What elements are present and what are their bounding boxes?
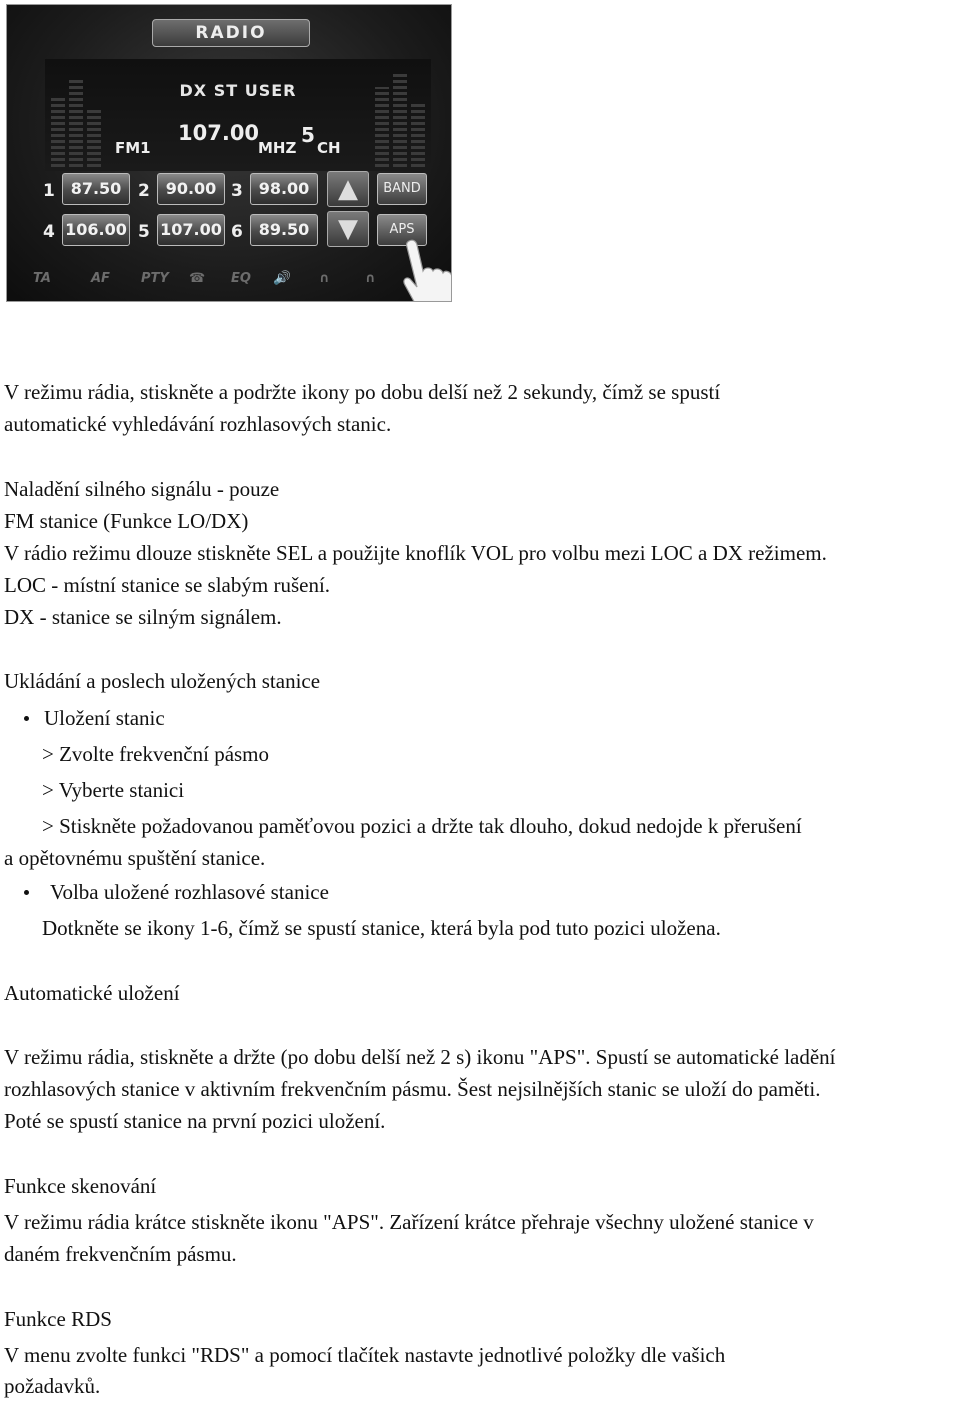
preset-number: 3 [231, 181, 243, 201]
arrow-up-icon: ▲ [338, 174, 358, 204]
preset-button-6[interactable]: 89.50 [250, 214, 318, 246]
radio-display [45, 59, 431, 171]
auto-line-1: V režimu rádia, stiskněte a držte (po dobu delší než 2 s) ikonu "APS". Spustí se automatické ladění [4, 1045, 836, 1069]
frequency-readout [45, 119, 431, 159]
channel-number: 5 [301, 123, 315, 147]
headset-icon[interactable]: ∩ [365, 271, 376, 286]
af-button[interactable]: AF [91, 271, 110, 286]
loc-line-1: Naladění silného signálu - pouze [4, 477, 280, 501]
pointing-hand-icon [397, 237, 452, 302]
ta-button[interactable]: TA [33, 271, 51, 286]
channel-label: CH [317, 139, 341, 157]
save-step-3: > Stiskněte požadovanou paměťovou pozici a držte tak dlouho, dokud nedojde k přerušení [42, 814, 802, 838]
preset-button-5[interactable]: 107.00 [157, 214, 225, 246]
aps-button[interactable]: APS [377, 214, 427, 246]
loc-line-2: FM stanice (Funkce LO/DX) [4, 509, 249, 533]
volume-icon[interactable]: 🔊 [273, 271, 290, 286]
rds-section-title: Funkce RDS [4, 1307, 112, 1331]
preset-button-2[interactable]: 90.00 [157, 173, 225, 205]
rds-line-1: V menu zvolte funkci "RDS" a pomocí tlačítek nastavte jednotlivé položky dle vašich [4, 1343, 726, 1367]
pty-button[interactable]: PTY [141, 271, 169, 286]
loc-line-3: V rádio režimu dlouze stiskněte SEL a použijte knoflík VOL pro volbu mezi LOC a DX režimem. [4, 541, 827, 565]
scan-section-title: Funkce skenování [4, 1174, 157, 1198]
preset-button-4[interactable]: 106.00 [62, 214, 130, 246]
loc-line-5: DX - stanice se silným signálem. [4, 605, 282, 629]
intro-line-2: automatické vyhledávání rozhlasových stanic. [4, 412, 392, 436]
preset-number: 2 [138, 181, 150, 201]
status-indicators: DX ST USER [179, 81, 297, 100]
bullet-dot [24, 716, 29, 721]
auto-section-title: Automatické uložení [4, 981, 180, 1005]
preset-number: 4 [43, 222, 55, 242]
frequency-unit: MHZ [258, 139, 297, 157]
seek-down-button[interactable] [327, 211, 369, 247]
band-button[interactable]: BAND [377, 173, 427, 205]
save-section-title: Ukládání a poslech uložených stanice [4, 669, 321, 693]
scan-line-2: daném frekvenčním pásmu. [4, 1242, 237, 1266]
radio-screenshot [6, 4, 452, 302]
band-label: FM1 [115, 139, 151, 157]
phone-icon[interactable]: ☎ [189, 271, 206, 286]
loc-line-4: LOC - místní stanice se slabým rušení. [4, 573, 331, 597]
save-step-3-cont: a opětovnému spuštění stanice. [4, 846, 266, 870]
headset-icon[interactable]: ∩ [319, 271, 330, 286]
save-step-1: > Zvolte frekvenční pásmo [42, 742, 270, 766]
preset-number: 1 [43, 181, 55, 201]
preset-button-1[interactable]: 87.50 [62, 173, 130, 205]
seek-up-button[interactable] [327, 171, 369, 207]
auto-line-3: Poté se spustí stanice na první pozici uložení. [4, 1109, 386, 1133]
save-bullet: Uložení stanic [44, 706, 165, 730]
bottom-function-bar [17, 269, 441, 293]
auto-line-2: rozhlasových stanice v aktivním frekvenčním pásmu. Šest nejsilnějších stanic se uloží do paměti. [4, 1077, 821, 1101]
preset-number: 5 [138, 222, 150, 242]
radio-title: RADIO [152, 19, 310, 47]
recall-bullet: Volba uložené rozhlasové stanice [50, 880, 329, 904]
eq-button[interactable]: EQ [231, 271, 251, 286]
scan-line-1: V režimu rádia krátce stiskněte ikonu "APS". Zařízení krátce přehraje všechny uložené stanice v [4, 1210, 814, 1234]
intro-line-1: V režimu rádia, stiskněte a podržte ikony po dobu delší než 2 sekundy, čímž se spustí [4, 380, 721, 404]
arrow-down-icon: ▼ [338, 214, 358, 244]
preset-number: 6 [231, 222, 243, 242]
save-step-2: > Vyberte stanici [42, 778, 185, 802]
bullet-dot [24, 890, 29, 895]
frequency-value: 107.00 [178, 121, 260, 145]
preset-button-3[interactable]: 98.00 [250, 173, 318, 205]
rds-line-2: požadavků. [4, 1374, 101, 1398]
recall-text: Dotkněte se ikony 1-6, čímž se spustí stanice, která byla pod tuto pozici uložena. [42, 916, 721, 940]
